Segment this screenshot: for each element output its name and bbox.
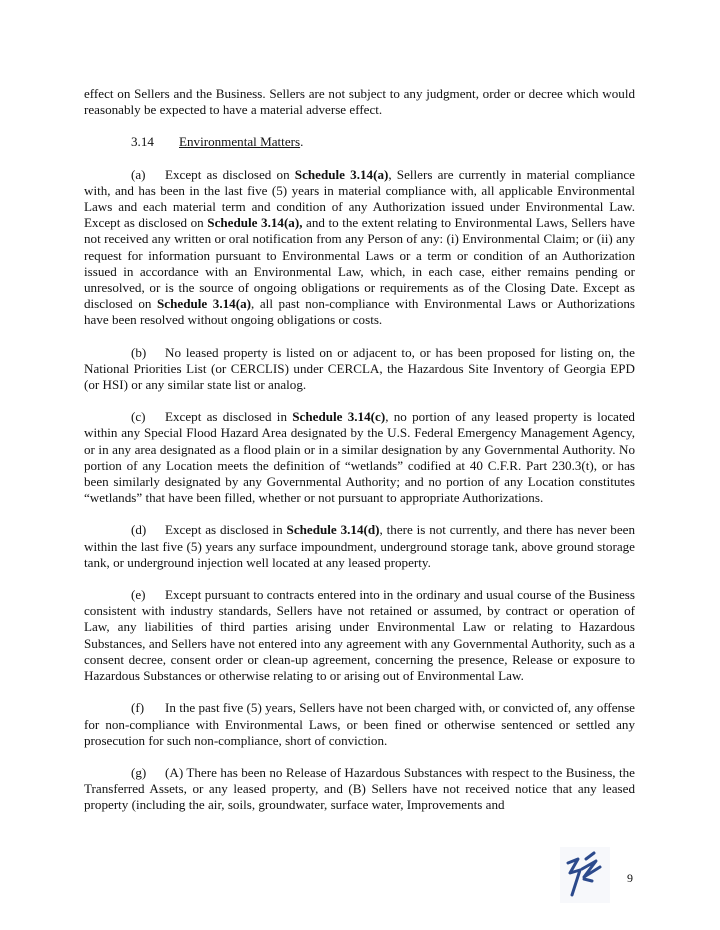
page-number: 9: [627, 871, 633, 885]
subsection-label: (a): [131, 166, 146, 182]
paragraph-list: [84, 167, 635, 814]
continuation-paragraph: effect on Sellers and the Business. Sellers are not subject to any judgment, order or decree which would reasonably be expected to have a material adverse effect.: [84, 86, 635, 118]
subsection-paragraph: [84, 765, 635, 814]
section-title-suffix: .: [300, 134, 304, 150]
paragraph-text: , Sellers are currently in material compliance with, and has been in the last five (5) years in material compliance with, all applicable Environmental Laws and each material term and condition of any Authorization issued under Environmental Law. Except as disclosed on: [84, 166, 635, 231]
subsection-paragraph: [84, 587, 635, 684]
subsection-paragraph: [84, 700, 635, 749]
schedule-reference: Schedule 3.14(c): [292, 409, 386, 425]
handwritten-initials-icon: [560, 847, 610, 903]
subsection-label: (f): [131, 700, 145, 716]
schedule-reference: Schedule 3.14(d): [286, 522, 380, 538]
paragraph-text: In the past five (5) years, Sellers have not been charged with, or convicted of, any offense for non-compliance with Environmental Laws, or been fined or otherwise sentenced or settled any prosecution for such non-compliance, short of conviction.: [84, 700, 635, 748]
paragraph-text: , there is not currently, and there has never been within the last five (5) years any surface impoundment, underground storage tank, above ground storage tank, or underground injection well located at any leased property.: [84, 522, 635, 570]
subsection-paragraph: [84, 409, 635, 506]
subsection-paragraph: [84, 522, 635, 571]
paragraph-text: Except as disclosed in: [165, 522, 287, 538]
section-title: Environmental Matters: [179, 134, 301, 150]
subsection-paragraph: [84, 345, 635, 394]
subsection-label: (g): [131, 764, 147, 780]
paragraph-text: and to the extent relating to Environmental Laws, Sellers have not received any written or oral notification from any Person of any: (i) Environmental Claim; or (ii) any request for information pursuant to Environmental Laws or a term or condition of an Authorization issued in accordance with an Environmental Law, which, in each case, either remains pending or unresolved, or is the source of ongoing obligations or requirements as of the Closing Date. Except as disclosed on: [84, 215, 635, 312]
subsection-label: (d): [131, 522, 147, 538]
page-footer: [0, 845, 720, 925]
schedule-reference: Schedule 3.14(a),: [207, 215, 303, 231]
paragraph-text: , all past non-compliance with Environmental Laws or Authorizations have been resolved without ongoing obligations or costs.: [84, 296, 636, 328]
subsection-paragraph: [84, 167, 635, 329]
paragraph-text: Except as disclosed in: [165, 409, 293, 425]
schedule-reference: Schedule 3.14(a): [294, 166, 389, 182]
paragraph-text: No leased property is listed on or adjacent to, or has been proposed for listing on, the National Priorities List (or CERCLIS) under CERCLA, the Hazardous Site Inventory of Georgia EPD (or HSI) or any similar state list or analog.: [84, 344, 635, 393]
paragraph-text: Except as disclosed on: [165, 166, 295, 182]
schedule-reference: Schedule 3.14(a): [157, 296, 251, 312]
paragraph-text: , no portion of any leased property is located within any Special Flood Hazard Area designated by the U.S. Federal Emergency Management Agency, or in any area designated as a flood plain or in a similar designation by any Governmental Authority. No portion of any Location meets the definition of “wetlands” codified at 40 C.F.R. Part 230.3(t), or has been similarly designated by any Governmental Authority; and no portion of any Location constitutes “wetlands” that have been filled, whether or not pursuant to appropriate Authorizations.: [84, 409, 635, 506]
section-heading: [84, 134, 635, 150]
paragraph-text: Except pursuant to contracts entered into in the ordinary and usual course of the Business consistent with industry standards, Sellers have not retained or assumed, by contract or operation of Law, any liabilities of third parties arising under Environmental Law or relating to Hazardous Substances, and Sellers have not entered into any agreement with any Governmental Authority, such as a consent decree, consent order or clean-up agreement, concerning the presence, Release or exposure to Hazardous Substances or otherwise relating to or arising out of Environmental Law.: [84, 587, 635, 684]
subsection-label: (b): [131, 344, 147, 360]
paragraph-text: (A) There has been no Release of Hazardous Substances with respect to the Business, the Transferred Assets, or any leased property, and (B) Sellers have not received notice that any leased property (including the air, soils, groundwater, surface water, Improvements and: [84, 764, 635, 813]
document-page: [84, 86, 635, 814]
subsection-label: (e): [131, 587, 146, 603]
section-number: 3.14: [131, 134, 154, 150]
subsection-label: (c): [131, 409, 146, 425]
